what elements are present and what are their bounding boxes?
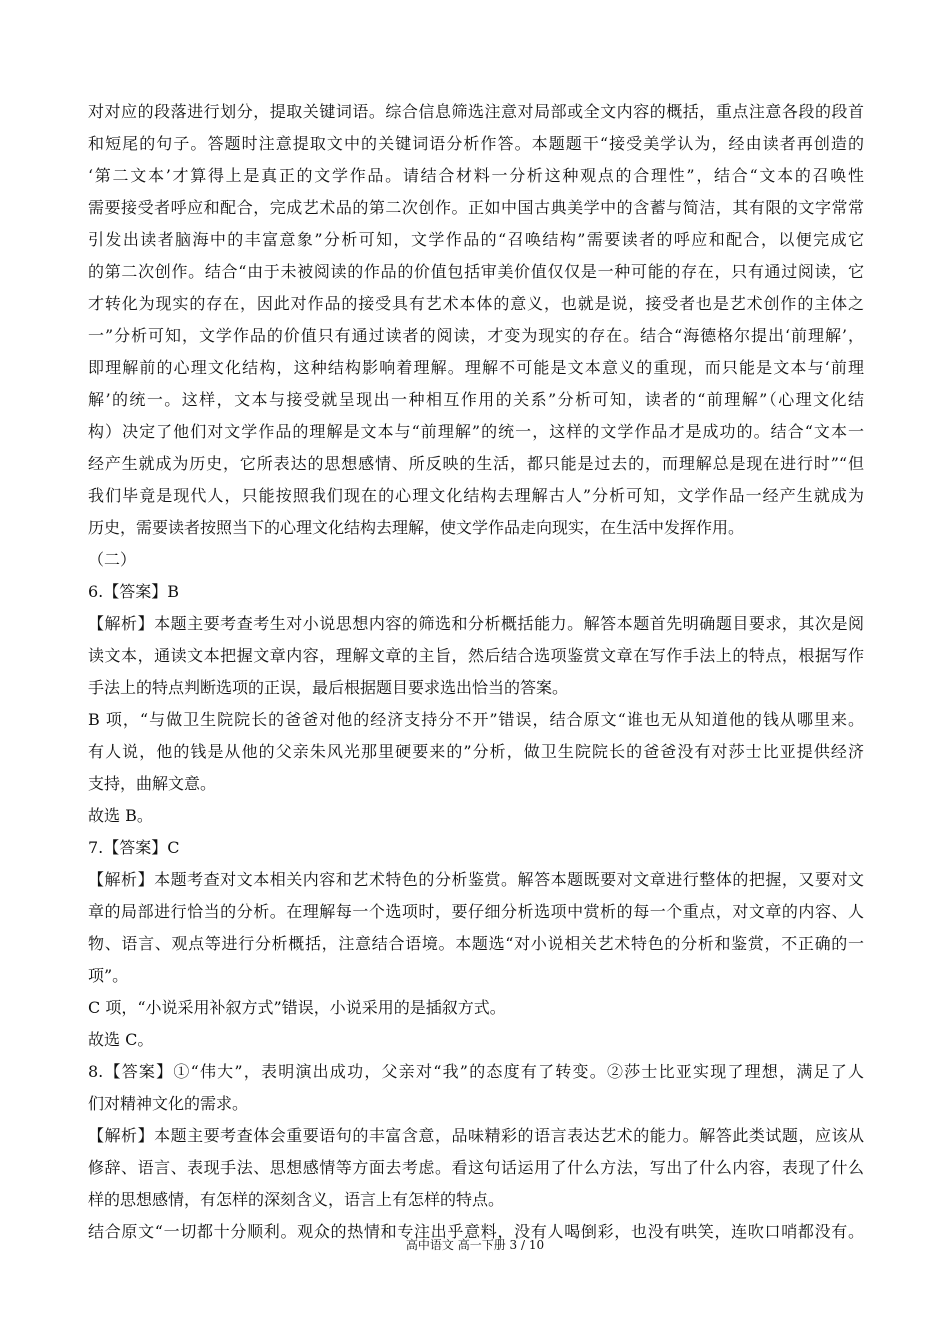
text-line: 我们毕竟是现代人，只能按照我们现在的心理文化结构去理解古人”分析可知，文学作品一经产生就成为 [88,486,864,505]
text-line: 即理解前的心理文化结构，这种结构影响着理解。理解不可能是文本意义的重现，而只能是文本与‘前理 [88,358,864,377]
text-line: 对对应的段落进行划分，提取关键词语。综合信息筛选注意对局部或全文内容的概括，重点注意各段的段首 [88,102,864,121]
analysis-line: B 项，“与做卫生院院长的爸爸对他的经济支持分不开”错误，结合原文“谁也无从知道他的钱从哪里来。 [88,710,864,729]
answer-8-continued: 们对精神文化的需求。 [88,1094,249,1113]
text-line: 才转化为现实的存在，因此对作品的接受具有艺术本体的意义，也就是说，接受者也是艺术创作的主体之 [88,294,864,313]
analysis-line: 【解析】本题考查对文本相关内容和艺术特色的分析鉴赏。解答本题既要对文章进行整体的把握，又要对文 [88,870,864,889]
document-body [88,96,864,1248]
text-line: 一”分析可知，文学作品的价值只有通过读者的阅读，才变为现实的存在。结合“海德格尔提出‘前理解’， [88,326,864,345]
answer-7: 7.【答案】C [88,838,180,857]
analysis-line: 【解析】本题主要考查考生对小说思想内容的筛选和分析概括能力。解答本题首先明确题目要求，其次是阅 [88,614,864,633]
analysis-line: 章的局部进行恰当的分析。在理解每一个选项时，要仔细分析选项中赏析的每一个重点，对文章的内容、人 [88,902,864,921]
analysis-line: 支持，曲解文意。 [88,774,217,793]
text-line: 的第二次创作。结合“由于未被阅读的作品的价值包括审美价值仅仅是一种可能的存在，只有通过阅读，它 [88,262,864,281]
page-footer: 高中语文 高一下册 3 / 10 [405,1238,545,1252]
analysis-line: 修辞、语言、表现手法、思想感情等方面去考虑。看这句话运用了什么方法，写出了什么内容，表现了什么 [88,1158,864,1177]
analysis-line: C 项，“小说采用补叙方式”错误，小说采用的是插叙方式。 [88,998,506,1017]
text-line: 历史，需要读者按照当下的心理文化结构去理解，使文学作品走向现实，在生活中发挥作用。 [88,518,745,537]
text-line: 构）决定了他们对文学作品的理解是文本与“前理解”的统一，这样的文学作品才是成功的。结合“文本一 [88,422,864,441]
text-line: 经产生就成为历史，它所表达的思想感情、所反映的生活，都只能是过去的，而理解总是现在进行时”“但 [88,454,864,473]
answer-6: 6.【答案】B [88,582,180,601]
text-line: 引发出读者脑海中的丰富意象”分析可知，文学作品的“召唤结构”需要读者的呼应和配合，以便完成它 [88,230,864,249]
analysis-line: 项”。 [88,966,129,985]
text-line: 和短尾的句子。答题时注意提取文中的关键词语分析作答。本题题干“接受美学认为，经由读者再创造的 [88,134,864,153]
analysis-line: 手法上的特点判断选项的正误，最后根据题目要求选出恰当的答案。 [88,678,569,697]
conclusion-line: 故选 C。 [88,1030,154,1049]
analysis-line: 有人说，他的钱是从他的父亲朱风光那里硬要来的”分析，做卫生院院长的爸爸没有对莎士比亚提供经济 [88,742,864,761]
analysis-line: 样的思想感情，有怎样的深刻含义，语言上有怎样的特点。 [88,1190,505,1209]
text-line: 解’的统一。这样，文本与接受就呈现出一种相互作用的关系”分析可知，读者的“前理解”（心理文化结 [88,390,864,409]
text-line: 需要接受者呼应和配合，完成艺术品的第二次创作。正如中国古典美学中的含蓄与简洁，其有限的文字常常 [88,198,864,217]
section-heading: （二） [88,550,137,569]
analysis-line: 【解析】本题主要考查体会重要语句的丰富含意，品味精彩的语言表达艺术的能力。解答此类试题，应该从 [88,1126,864,1145]
analysis-line: 物、语言、观点等进行分析概括，注意结合语境。本题选“对小说相关艺术特色的分析和鉴赏，不正确的一 [88,934,864,953]
answer-8: 8.【答案】①“伟大”，表明演出成功，父亲对“我”的态度有了转变。②莎士比亚实现了理想，满足了人 [88,1062,864,1081]
analysis-line: 读文本，通读文本把握文章内容，理解文章的主旨，然后结合选项鉴赏文章在写作手法上的特点，根据写作 [88,646,864,665]
conclusion-line: 故选 B。 [88,806,153,825]
text-line: ‘第二文本’才算得上是真正的文学作品。请结合材料一分析这种观点的合理性”，结合“文本的召唤性 [88,166,864,185]
analysis-line: 结合原文“一切都十分顺利。观众的热情和专注出乎意料，没有人喝倒彩，也没有哄笑，连吹口哨都没有。 [88,1222,864,1241]
